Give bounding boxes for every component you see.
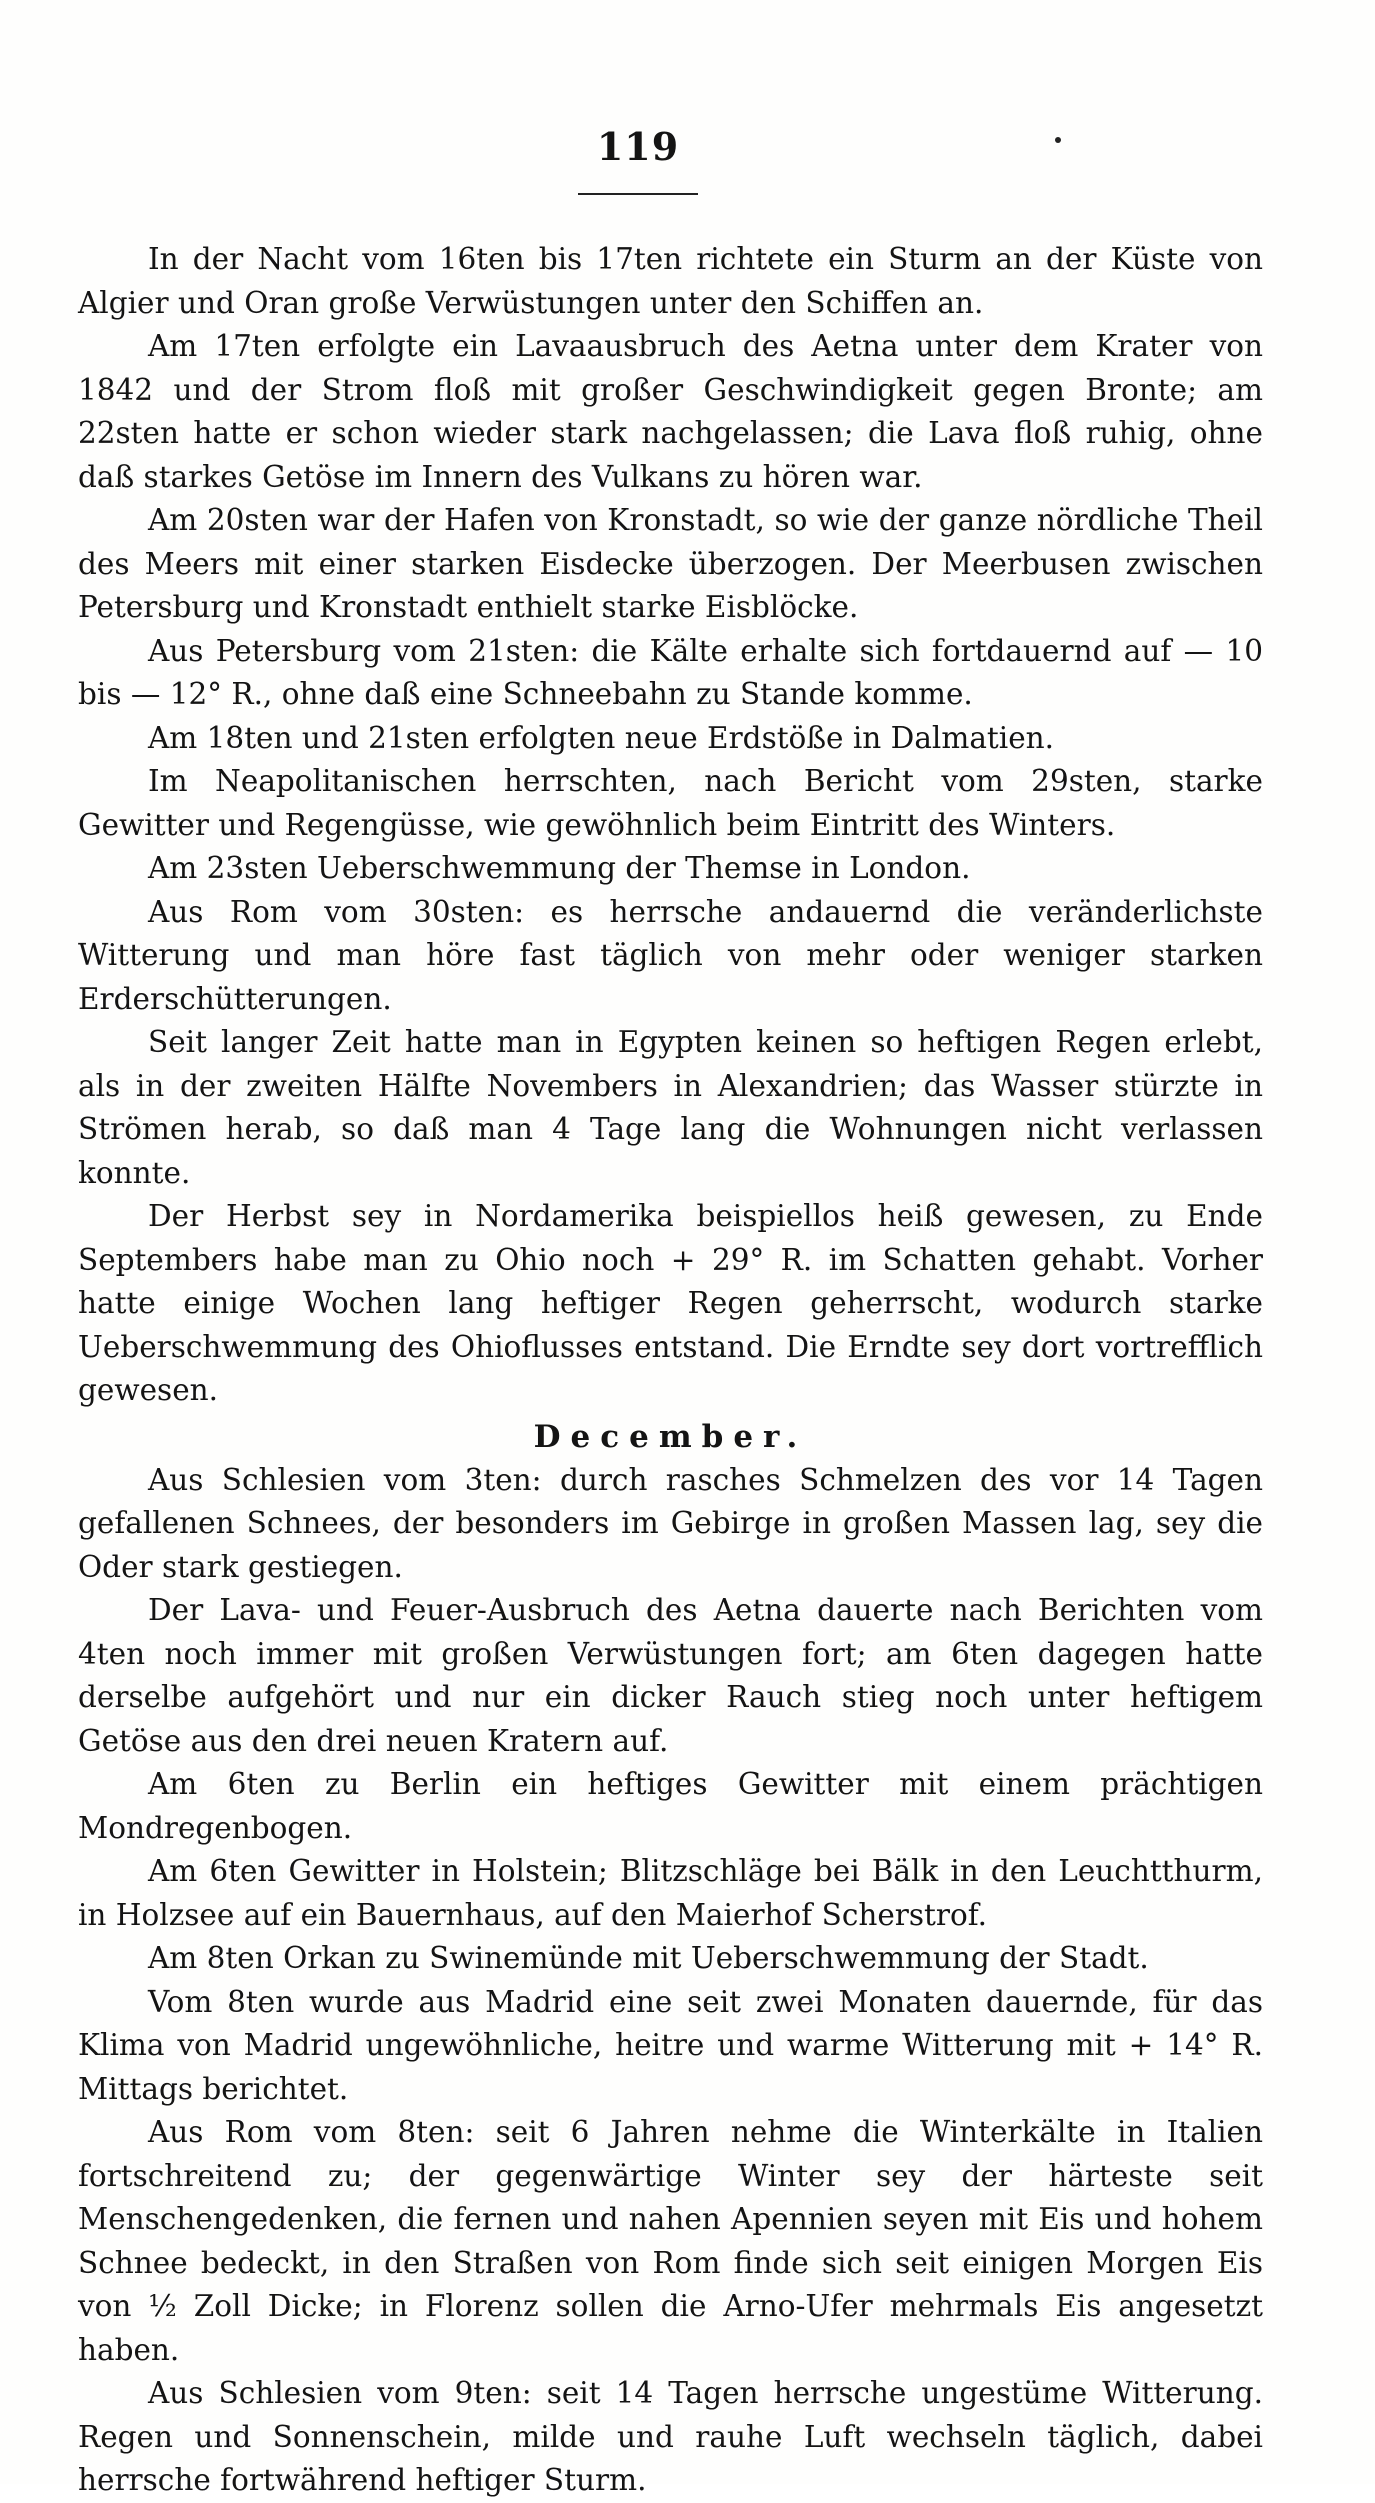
paragraph: Seit langer Zeit hatte man in Egypten keinen so heftigen Regen erlebt, als in der zweiten Hälfte Novembers in Alexandrien; das Wasser stürzte in Strömen herab, so daß man 4 Tage lang die Wohnungen nicht verlassen konnte. [78, 1025, 1263, 1190]
paragraph: Aus Petersburg vom 21sten: die Kälte erhalte sich fortdauernd auf — 10 bis — 12° R., ohne daß eine Schneebahn zu Stande komme. [78, 633, 1263, 711]
paragraph: Der Lava- und Feuer-Ausbruch des Aetna dauerte nach Berichten vom 4ten noch immer mit großen Verwüstungen fort; am 6ten dagegen hatte derselbe aufgehört und nur ein dicker Rauch stieg noch unter heftigem Getöse aus den drei neuen Kratern auf. [78, 1593, 1263, 1758]
paragraph: Der Herbst sey in Nordamerika beispiellos heiß gewesen, zu Ende Septembers habe man zu Ohio noch + 29° R. im Schatten gehabt. Vorher hatte einige Wochen lang heftiger Regen geherrscht, wodurch starke Ueberschwemmung des Ohioflusses entstand. Die Erndte sey dort vortrefflich gewesen. [78, 1199, 1263, 1407]
paragraph: Aus Schlesien vom 3ten: durch rasches Schmelzen des vor 14 Tagen gefallenen Schnees, der besonders im Gebirge in großen Massen lag, sey die Oder stark gestiegen. [78, 1462, 1263, 1584]
paragraph: Am 20sten war der Hafen von Kronstadt, so wie der ganze nördliche Theil des Meers mit einer starken Eisdecke überzogen. Der Meerbusen zwischen Petersburg und Kronstadt enthielt starke Eisblöcke. [78, 503, 1263, 624]
paragraph: Am 6ten zu Berlin ein heftiges Gewitter mit einem prächtigen Mondregenbogen. [78, 1767, 1263, 1845]
paragraph: Am 8ten Orkan zu Swinemünde mit Ueberschwemmung der Stadt. [148, 1941, 1149, 1975]
paragraph: Aus Rom vom 30sten: es herrsche andauernd die veränderlichste Witterung und man höre fast täglich von mehr oder weniger starken Erderschütterungen. [78, 894, 1263, 1016]
paragraph: Im Neapolitanischen herrschten, nach Bericht vom 29sten, starke Gewitter und Regengüsse, wie gewöhnlich beim Eintritt des Winters. [78, 764, 1263, 842]
paragraph: Aus Schlesien vom 9ten: seit 14 Tagen herrsche ungestüme Witterung. Regen und Sonnenschein, milde und rauhe Luft wechseln täglich, dabei herrsche fortwährend heftiger Sturm. [78, 2376, 1263, 2497]
paragraph: Am 23sten Ueberschwemmung der Themse in London. [148, 851, 971, 885]
paragraph: Am 18ten und 21sten erfolgten neue Erdstöße in Dalmatien. [148, 720, 1055, 755]
page-number-rule [578, 193, 698, 195]
print-speck [1055, 137, 1061, 143]
paragraph: In der Nacht vom 16ten bis 17ten richtete ein Sturm an der Küste von Algier und Oran große Verwüstungen unter den Schiffen an. [78, 242, 1263, 320]
paragraph: Vom 8ten wurde aus Madrid eine seit zwei Monaten dauernde, für das Klima von Madrid ungewöhnliche, heitre und warme Witterung mit + 14° R. Mittags berichtet. [78, 1984, 1263, 2106]
section-heading-december: December. [533, 1418, 808, 1455]
page-number: 119 [596, 124, 680, 169]
body-text [78, 238, 1263, 2503]
paragraph: Aus Rom vom 8ten: seit 6 Jahren nehme die Winterkälte in Italien fortschreitend zu; der gegenwärtige Winter sey der härteste seit Menschengedenken, die fernen und nahen Apennien seyen mit Eis und hohem Schnee bedeckt, in den Straßen von Rom finde sich seit einigen Morgen Eis von ½ Zoll Dicke; in Florenz sollen die Arno-Ufer mehrmals Eis angesetzt haben. [78, 2115, 1263, 2367]
paragraph: Am 17ten erfolgte ein Lavaausbruch des Aetna unter dem Krater von 1842 und der Strom floß mit großer Geschwindigkeit gegen Bronte; am 22sten hatte er schon wieder stark nachgelassen; die Lava floß ruhig, ohne daß starkes Getöse im Innern des Vulkans zu hören war. [78, 329, 1263, 494]
paragraph: Am 6ten Gewitter in Holstein; Blitzschläge bei Bälk in den Leuchtthurm, in Holzsee auf ein Bauernhaus, auf den Maierhof Scherstrof. [78, 1854, 1263, 1932]
